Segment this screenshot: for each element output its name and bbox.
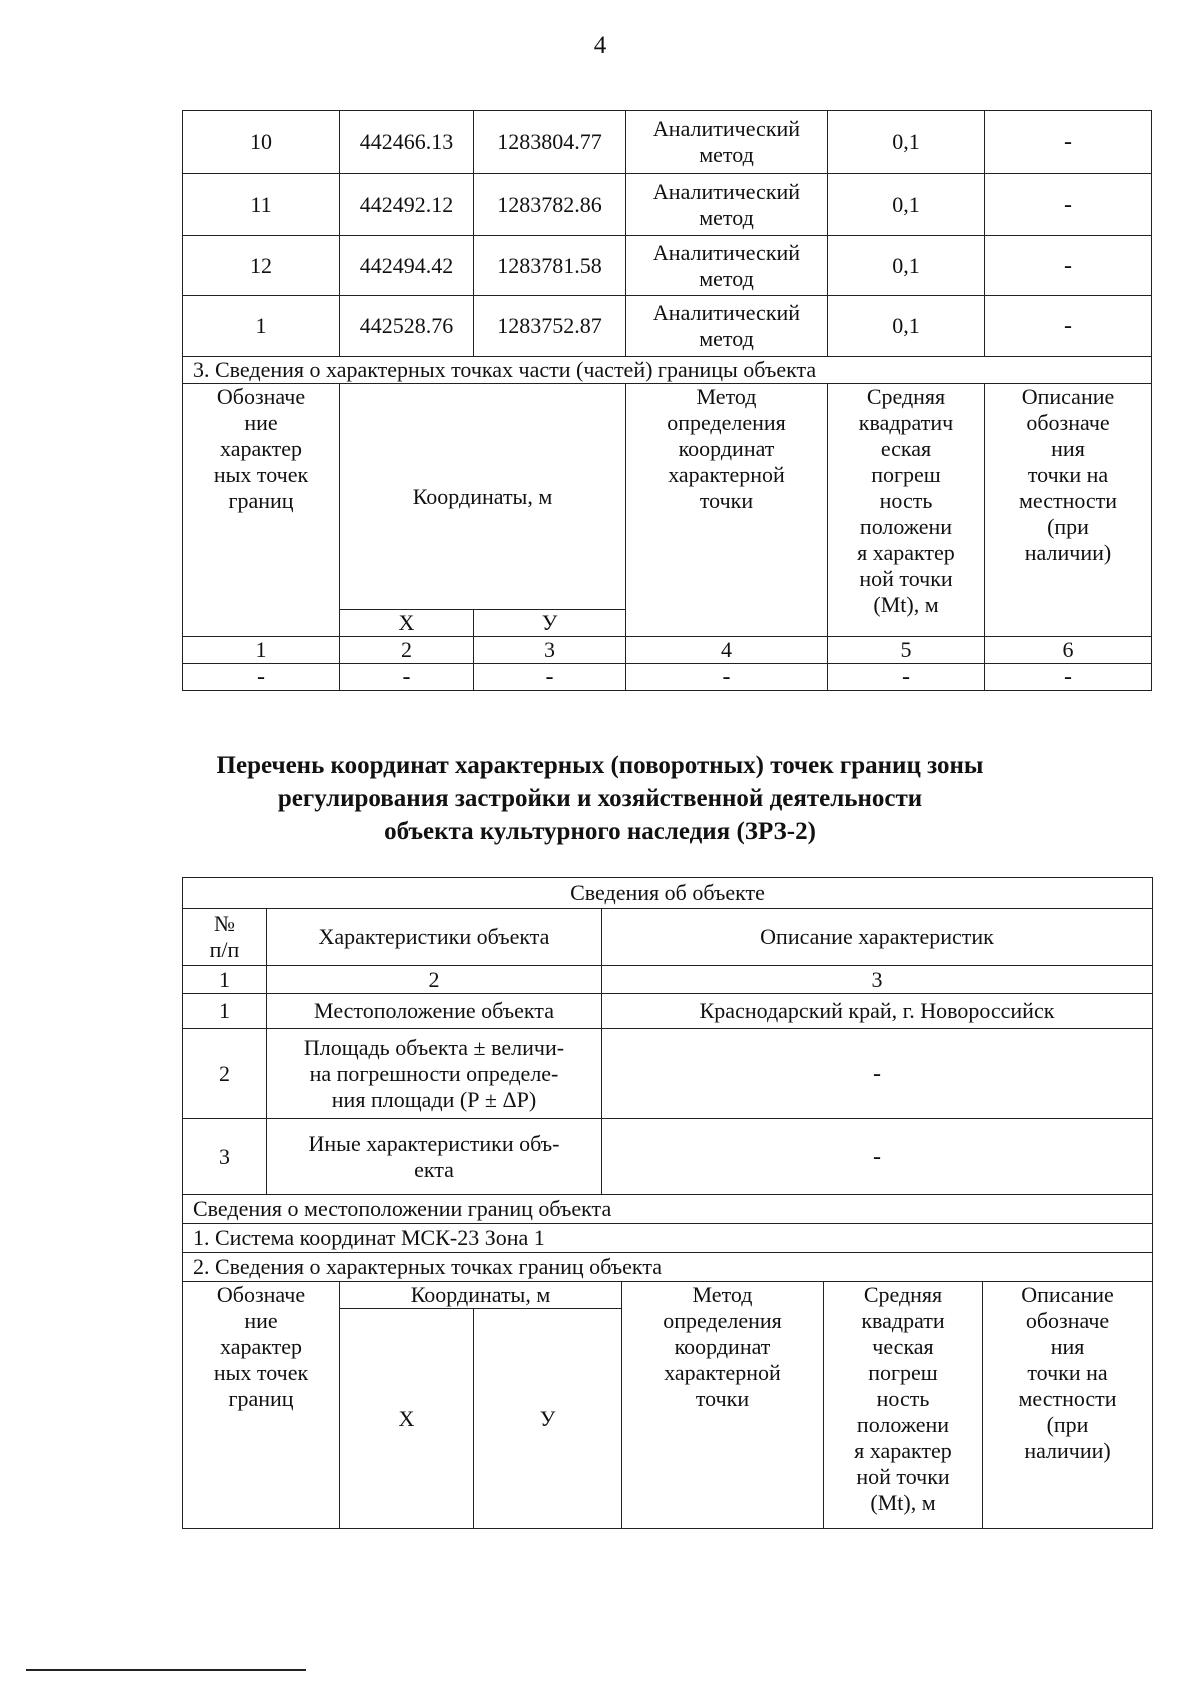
description-cell: - (985, 296, 1152, 357)
location-title: Сведения о местоположении границ объекта (183, 1195, 1153, 1224)
header-number: № п/п (183, 909, 267, 966)
header-description: Описание обозначе ния точки на местности (при наличии) (985, 384, 1152, 637)
page-title: Перечень координат характерных (поворотных) точек границ зоны регулирования застройки и хозяйственной деятельности объекта культурного наследия (ЗРЗ-2) (216, 752, 984, 845)
accuracy-value: 0,1 (828, 296, 985, 357)
coord-x: 442466.13 (340, 111, 474, 174)
header-coordinates: Координаты, м (340, 384, 626, 610)
description-cell: - (985, 111, 1152, 174)
column-number: 3 (602, 966, 1153, 994)
method-cell: Аналитический метод (626, 111, 828, 174)
row-number: 3 (183, 1119, 267, 1195)
table-row (183, 174, 1152, 236)
header-characteristics: Характеристики объекта (267, 909, 602, 966)
empty-cell: - (828, 664, 985, 691)
column-numbers-row (183, 637, 1152, 664)
accuracy-value: 0,1 (828, 111, 985, 174)
header-method: Метод определения координат характерной точки (626, 384, 828, 637)
characteristic-value: - (602, 1119, 1153, 1195)
section-title: 2. Сведения о характерных точках границ объекта (183, 1253, 1153, 1282)
coord-x: 442528.76 (340, 296, 474, 357)
section-title: 3. Сведения о характерных точках части (частей) границы объекта (183, 357, 1152, 384)
coord-y: 1283804.77 (474, 111, 626, 174)
point-number: 12 (183, 236, 340, 296)
object-info-table (182, 877, 1153, 1529)
empty-cell: - (474, 664, 626, 691)
empty-cell: - (985, 664, 1152, 691)
table-row (183, 1029, 1153, 1119)
column-number: 1 (183, 637, 340, 664)
column-numbers-row (183, 966, 1153, 994)
description-cell: - (985, 236, 1152, 296)
characteristic-name: Площадь объекта ± величи- на погрешности определе- ния площади (Р ± ΔР) (267, 1029, 602, 1119)
column-number: 4 (626, 637, 828, 664)
header-designation: Обозначе ние характер ных точек границ (183, 1282, 340, 1529)
empty-cell: - (183, 664, 340, 691)
coord-x: 442494.42 (340, 236, 474, 296)
header-x: Х (340, 610, 474, 637)
header-coordinates: Координаты, м (340, 1282, 622, 1309)
method-cell: Аналитический метод (626, 296, 828, 357)
accuracy-value: 0,1 (828, 174, 985, 236)
column-number: 3 (474, 637, 626, 664)
row-number: 1 (183, 994, 267, 1029)
method-cell: Аналитический метод (626, 236, 828, 296)
page-number: 4 (593, 32, 607, 59)
coord-y: 1283781.58 (474, 236, 626, 296)
header-accuracy: Средняя квадратич еская погреш ность положени я характер ной точки (Mt), м (828, 384, 985, 637)
characteristic-value: - (602, 1029, 1153, 1119)
column-number: 5 (828, 637, 985, 664)
coord-x: 442492.12 (340, 174, 474, 236)
column-number: 6 (985, 637, 1152, 664)
empty-cell: - (340, 664, 474, 691)
accuracy-value: 0,1 (828, 236, 985, 296)
point-number: 11 (183, 174, 340, 236)
header-method: Метод определения координат характерной точки (622, 1282, 824, 1529)
header-characteristics-description: Описание характеристик (602, 909, 1153, 966)
table-row (183, 236, 1152, 296)
characteristic-name: Местоположение объекта (267, 994, 602, 1029)
point-number: 1 (183, 296, 340, 357)
header-designation: Обозначе ние характер ных точек границ (183, 384, 340, 637)
header-y: У (474, 1309, 622, 1529)
table-row (183, 1119, 1153, 1195)
description-cell: - (985, 174, 1152, 236)
empty-cell: - (626, 664, 828, 691)
header-description: Описание обозначе ния точки на местности (при наличии) (983, 1282, 1153, 1529)
footnote-divider (26, 1669, 306, 1671)
characteristic-name: Иные характеристики объ- екта (267, 1119, 602, 1195)
point-number: 10 (183, 111, 340, 174)
coord-y: 1283752.87 (474, 296, 626, 357)
header-y: У (474, 610, 626, 637)
column-number: 1 (183, 966, 267, 994)
column-number: 2 (340, 637, 474, 664)
characteristic-value: Краснодарский край, г. Новороссийск (602, 994, 1153, 1029)
coord-y: 1283782.86 (474, 174, 626, 236)
object-info-title: Сведения об объекте (183, 878, 1153, 909)
method-cell: Аналитический метод (626, 174, 828, 236)
table-row (183, 664, 1152, 691)
header-x: Х (340, 1309, 474, 1529)
coordinate-system: 1. Система координат МСК-23 Зона 1 (183, 1224, 1153, 1253)
table-row (183, 296, 1152, 357)
header-accuracy: Средняя квадрати ческая погреш ность положени я характер ной точки (Mt), м (824, 1282, 983, 1529)
row-number: 2 (183, 1029, 267, 1119)
table-row (183, 111, 1152, 174)
table-row (183, 994, 1153, 1029)
boundary-points-table (182, 110, 1152, 691)
column-number: 2 (267, 966, 602, 994)
